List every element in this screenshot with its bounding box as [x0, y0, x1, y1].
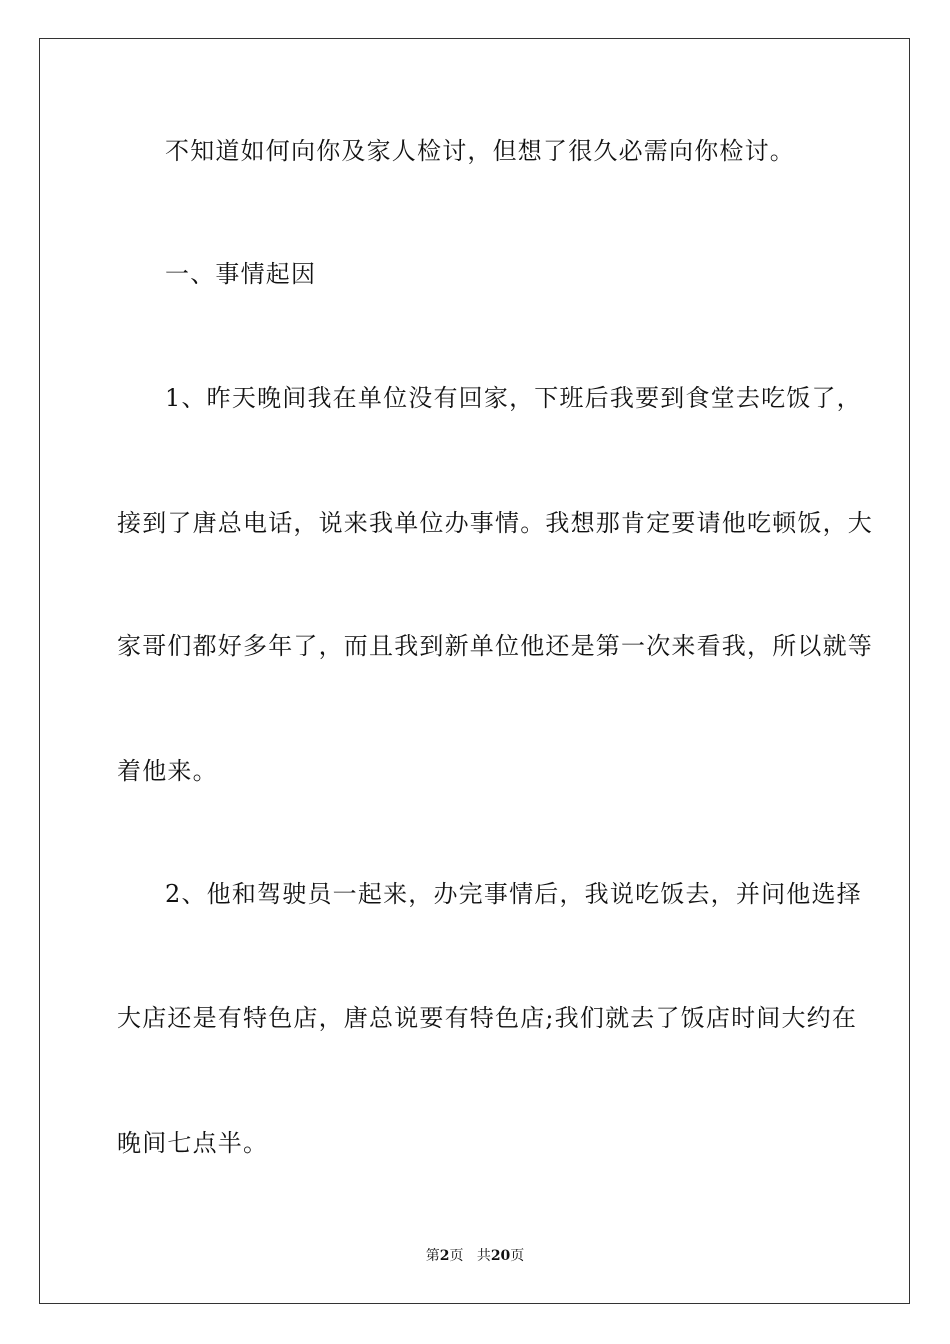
paragraph-intro: 不知道如何向你及家人检讨，但想了很久必需向你检讨。 [165, 137, 795, 165]
paragraph-2-line-1: 2、他和驾驶员一起来，办完事情后，我说吃饭去，并问他选择 [165, 880, 862, 908]
page-frame [39, 38, 910, 1304]
footer-page-current: 2 [439, 1248, 450, 1264]
paragraph-1-line-2: 接到了唐总电话，说来我单位办事情。我想那肯定要请他吃顿饭，大 [117, 509, 873, 537]
footer-page-total: 20 [490, 1248, 511, 1264]
footer-page-suffix: 页 [449, 1248, 464, 1264]
section-heading: 一、事情起因 [165, 260, 317, 288]
paragraph-2-line-3: 晚间七点半。 [117, 1129, 269, 1157]
paragraph-2-line-2: 大店还是有特色店，唐总说要有特色店;我们就去了饭店时间大约在 [117, 1004, 858, 1032]
footer-total-suffix: 页 [510, 1248, 525, 1264]
paragraph-1-line-4: 着他来。 [117, 757, 218, 785]
page-footer [0, 1246, 950, 1266]
paragraph-1-line-3: 家哥们都好多年了，而且我到新单位他还是第一次来看我，所以就等 [117, 632, 873, 660]
paragraph-1-line-1: 1、昨天晚间我在单位没有回家，下班后我要到食堂去吃饭了， [165, 384, 862, 412]
footer-page-prefix: 第 [425, 1248, 440, 1264]
footer-total-prefix: 共 [476, 1248, 491, 1264]
